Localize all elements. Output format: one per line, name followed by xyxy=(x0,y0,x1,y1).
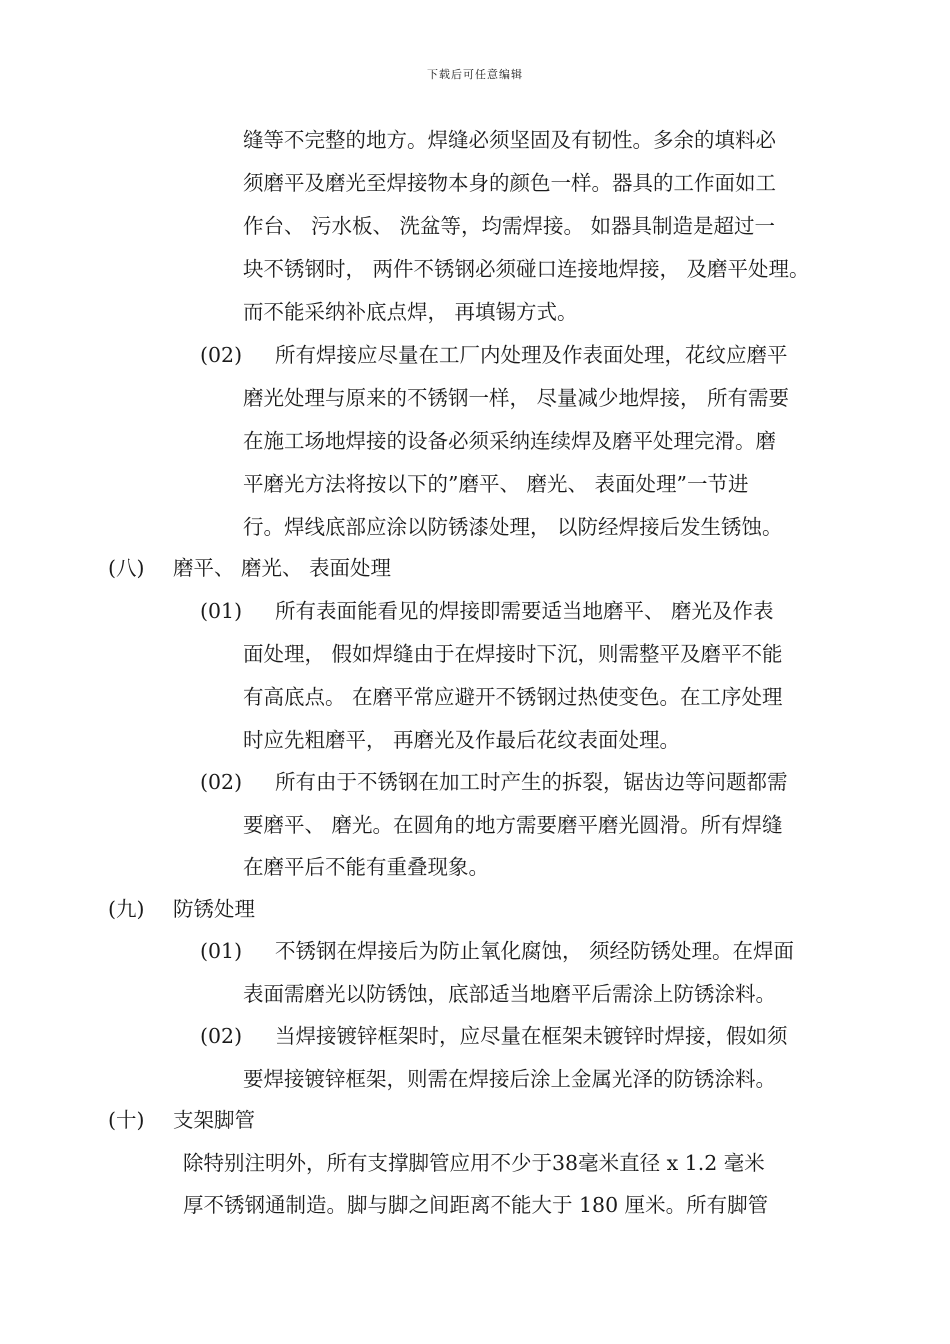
text-line: 在施工场地焊接的设备必须采纳连续焊及磨平处理完滑。磨 xyxy=(243,429,776,453)
text-line: 不锈钢在焊接后为防止氧化腐蚀， 须经防锈处理。在焊面 xyxy=(275,939,795,963)
section-title: 支架脚管 xyxy=(173,1108,255,1132)
item-number: (02) xyxy=(200,1024,243,1048)
section-title: 磨平、 磨光、 表面处理 xyxy=(173,556,392,580)
section-number: (十) xyxy=(108,1108,145,1132)
text-line: 平磨光方法将按以下的”磨平、 磨光、 表面处理”一节进 xyxy=(243,472,749,496)
item-number: (02) xyxy=(200,343,243,367)
text-line: 而不能采纳补底点焊， 再填锡方式。 xyxy=(243,300,578,324)
text-line: 所有由于不锈钢在加工时产生的拆裂，锯齿边等问题都需 xyxy=(275,770,788,794)
text-line: 须磨平及磨光至焊接物本身的颜色一样。器具的工作面如工 xyxy=(243,171,776,195)
text-line: 除特别注明外，所有支撑脚管应用不少于38毫米直径 x 1.2 毫米 xyxy=(183,1151,765,1175)
item-number: (02) xyxy=(200,770,243,794)
section-number: (八) xyxy=(108,556,145,580)
text-line: 作台、 污水板、 洗盆等，均需焊接。 如器具制造是超过一 xyxy=(243,214,776,238)
text-line: 所有表面能看见的焊接即需要适当地磨平、 磨光及作表 xyxy=(275,599,774,623)
text-line: 当焊接镀锌框架时，应尽量在框架未镀锌时焊接，假如须 xyxy=(275,1024,788,1048)
text-line: 有高底点。 在磨平常应避开不锈钢过热使变色。在工序处理 xyxy=(243,685,783,709)
text-line: 块不锈钢时， 两件不锈钢必须碰口连接地焊接， 及磨平处理。 xyxy=(243,257,810,281)
text-line: 磨光处理与原来的不锈钢一样， 尽量减少地焊接， 所有需要 xyxy=(243,386,790,410)
text-line: 厚不锈钢通制造。脚与脚之间距离不能大于 180 厘米。所有脚管 xyxy=(183,1193,769,1217)
text-line: 在磨平后不能有重叠现象。 xyxy=(243,855,489,879)
page-header: 下载后可任意编辑 xyxy=(427,68,523,81)
text-line: 面处理， 假如焊缝由于在焊接时下沉，则需整平及磨平不能 xyxy=(243,642,783,666)
text-line: 要焊接镀锌框架，则需在焊接后涂上金属光泽的防锈涂料。 xyxy=(243,1067,776,1091)
section-number: (九) xyxy=(108,897,145,921)
text-line: 时应先粗磨平， 再磨光及作最后花纹表面处理。 xyxy=(243,728,681,752)
text-line: 要磨平、 磨光。在圆角的地方需要磨平磨光圆滑。所有焊缝 xyxy=(243,813,783,837)
text-line: 缝等不完整的地方。焊缝必须坚固及有韧性。多余的填料必 xyxy=(243,128,776,152)
section-title: 防锈处理 xyxy=(173,897,255,921)
text-line: 所有焊接应尽量在工厂内处理及作表面处理，花纹应磨平 xyxy=(275,343,788,367)
item-number: (01) xyxy=(200,939,243,963)
item-number: (01) xyxy=(200,599,243,623)
text-line: 表面需磨光以防锈蚀，底部适当地磨平后需涂上防锈涂料。 xyxy=(243,982,776,1006)
text-line: 行。焊线底部应涂以防锈漆处理， 以防经焊接后发生锈蚀。 xyxy=(243,515,783,539)
